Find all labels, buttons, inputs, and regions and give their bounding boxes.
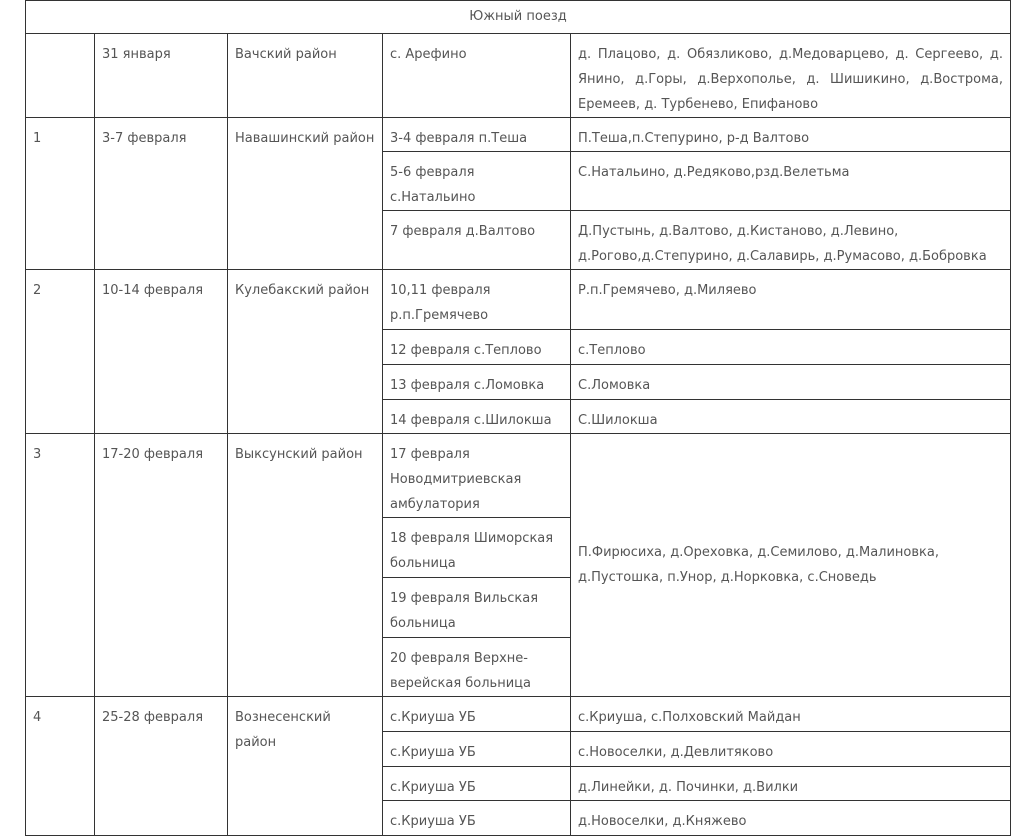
row-date: 17-20 февраля [95,434,228,697]
row-number: 1 [26,118,95,270]
row-villages: с.Новоселки, д.Девлитяково [571,732,1011,767]
row-place: 14 февраля с.Шилокша [383,400,571,434]
row-place: 17 февраля Новодмитриевская амбулатория [383,434,571,518]
row-place: 7 февраля д.Валтово [383,211,571,270]
table-row [26,270,1011,330]
row-place: 18 февраля Шиморская больница [383,518,571,578]
row-place: с.Криуша УБ [383,801,571,836]
row-number: 3 [26,434,95,697]
table-row [26,697,1011,732]
row-place: 3-4 февраля п.Теша [383,118,571,152]
table-title-row [26,1,1011,34]
row-place: 12 февраля с.Теплово [383,330,571,365]
row-number [26,34,95,118]
row-number: 2 [26,270,95,434]
row-date: 25-28 февраля [95,697,228,836]
table-row [26,34,1011,118]
row-district: Вознесенский район [228,697,383,836]
row-place: 13 февраля с.Ломовка [383,365,571,400]
row-place: с. Арефино [383,34,571,118]
row-district: Навашинский район [228,118,383,270]
row-district: Вачский район [228,34,383,118]
row-date: 31 января [95,34,228,118]
row-place: с.Криуша УБ [383,767,571,801]
row-district: Кулебакский район [228,270,383,434]
row-place: 5-6 февраля с.Натальино [383,152,571,211]
row-villages: с.Криуша, с.Полховский Майдан [571,697,1011,732]
row-villages: С.Шилокша [571,400,1011,434]
row-villages: Р.п.Гремячево, д.Миляево [571,270,1011,330]
row-place: 20 февраля Верхне-верейская больница [383,638,571,697]
row-place: с.Криуша УБ [383,697,571,732]
row-villages: С.Натальино, д.Редяково,рзд.Велетьма [571,152,1011,211]
row-villages: с.Теплово [571,330,1011,365]
row-villages: д.Линейки, д. Починки, д.Вилки [571,767,1011,801]
row-villages: д. Плацово, д. Обязликово, д.Медоварцево, д. Сергеево, д. Янино, д.Горы, д.Верхополье, д. Шишикино, д.Вострома, Еремеев, д. Турбенево, Епифаново [571,34,1011,118]
table-title: Южный поезд [26,1,1011,34]
row-place: с.Криуша УБ [383,732,571,767]
row-district: Выксунский район [228,434,383,697]
row-villages: С.Ломовка [571,365,1011,400]
row-villages: П.Теша,п.Степурино, р-д Валтово [571,118,1011,152]
table-row [26,434,1011,518]
schedule-table [25,0,1011,836]
row-villages: Д.Пустынь, д.Валтово, д.Кистаново, д.Левино, д.Рогово,д.Степурино, д.Салавирь, д.Румасово, д.Бобровка [571,211,1011,270]
row-number: 4 [26,697,95,836]
row-place: 19 февраля Вильская больница [383,578,571,638]
table-row [26,118,1011,152]
row-date: 3-7 февраля [95,118,228,270]
row-place: 10,11 февраля р.п.Гремячево [383,270,571,330]
row-date: 10-14 февраля [95,270,228,434]
row-villages: П.Фирюсиха, д.Ореховка, д.Семилово, д.Малиновка, д.Пустошка, п.Унор, д.Норковка, с.Сноведь [571,434,1011,697]
row-villages: д.Новоселки, д.Княжево [571,801,1011,836]
